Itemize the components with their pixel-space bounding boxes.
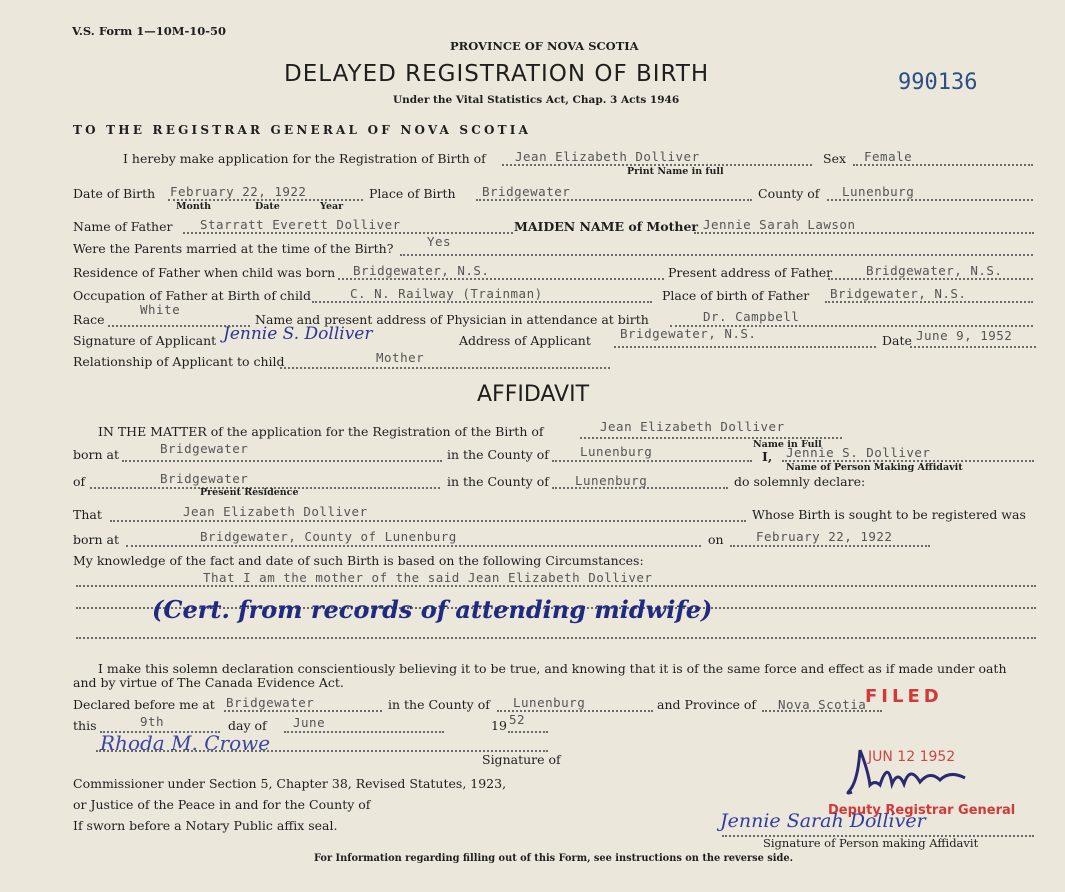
print-name-hint: Print Name in full <box>627 166 724 177</box>
county2-value: Lunenburg <box>575 473 648 488</box>
of-place-value: Bridgewater <box>160 471 249 486</box>
on-label: on <box>708 532 724 547</box>
married-value: Yes <box>427 234 452 249</box>
father-birthplace-label: Place of birth of Father <box>662 288 810 303</box>
province-value: Nova Scotia <box>778 697 867 712</box>
father-label: Name of Father <box>73 219 173 234</box>
county-value: Lunenburg <box>842 184 915 199</box>
circumstance-typed: That I am the mother of the said Jean Elizabeth Dolliver <box>203 570 653 585</box>
race-label: Race <box>73 312 105 327</box>
county-of-label-1: in the County of <box>447 447 549 462</box>
place-label: Place of Birth <box>369 186 456 201</box>
form-number: V.S. Form 1—10M-10-50 <box>72 24 227 38</box>
county-of-label-2: in the County of <box>447 474 549 489</box>
father-value: Starratt Everett Dolliver <box>200 217 401 232</box>
name-in-full-hint: Name in Full <box>753 439 822 450</box>
month-hint: Month <box>176 201 212 212</box>
registration-number: 990136 <box>898 70 978 95</box>
county-label: County of <box>758 186 820 201</box>
dob-value: February 22, 1922 <box>170 184 307 199</box>
stamp-date: JUN 12 1952 <box>868 749 956 765</box>
commissioner-line-1: Commissioner under Section 5, Chapter 38, Revised Statutes, 1923, <box>73 776 507 791</box>
declared-label: Declared before me at <box>73 697 215 712</box>
born-at-label: born at <box>73 447 120 462</box>
mother-label: MAIDEN NAME of Mother <box>514 219 699 234</box>
born-at2-label: born at <box>73 532 120 547</box>
matter-label: IN THE MATTER of the application for the Registration of the Birth of <box>98 424 544 439</box>
sex-value: Female <box>864 149 913 164</box>
matter-name-value: Jean Elizabeth Dolliver <box>600 419 785 434</box>
dob-label: Date of Birth <box>73 186 156 201</box>
of-label: of <box>73 474 86 489</box>
document-subtitle: Under the Vital Statistics Act, Chap. 3 Acts 1946 <box>393 94 680 106</box>
day-of-label: day of <box>228 718 267 733</box>
occupation-label: Occupation of Father at Birth of child <box>73 288 311 303</box>
affiant-hint: Name of Person Making Affidavit <box>786 462 963 473</box>
date-hint: Date <box>255 201 280 212</box>
year-prefix: 19 <box>491 718 507 733</box>
commissioner-line-2: or Justice of the Peace in and for the County of <box>73 797 371 812</box>
filed-stamp: FILED <box>865 686 943 707</box>
year-suffix: 52 <box>509 712 526 727</box>
day-value: 9th <box>140 714 165 729</box>
application-date-label: Date <box>882 333 912 348</box>
relationship-label: Relationship of Applicant to child <box>73 354 285 369</box>
affidavit-heading: AFFIDAVIT <box>477 382 590 407</box>
this-label: this <box>73 718 97 733</box>
declare-label: do solemnly declare: <box>734 474 866 489</box>
father-birthplace-value: Bridgewater, N.S. <box>830 286 967 301</box>
solemn-line-1: I make this solemn declaration conscientiously believing it to be true, and knowing that it is of the same force and effect as if made under oath <box>98 661 1007 676</box>
sex-label: Sex <box>823 151 847 166</box>
on-date-value: February 22, 1922 <box>756 529 893 544</box>
knowledge-label: My knowledge of the fact and date of such Birth is based on the following Circumstances: <box>73 553 644 568</box>
registrar-signature-mark <box>840 740 980 810</box>
intro-label: I hereby make application for the Registration of Birth of <box>123 151 486 166</box>
deputy-registrar-stamp: Deputy Registrar General <box>828 803 1016 818</box>
whose-birth-label: Whose Birth is sought to be registered was <box>752 507 1026 522</box>
place-value: Bridgewater <box>482 184 571 199</box>
year-hint: Year <box>320 201 344 212</box>
born-at-value: Bridgewater <box>160 441 249 456</box>
province-label: and Province of <box>657 697 757 712</box>
physician-value: Dr. Campbell <box>703 309 800 324</box>
applicant-signature-label: Signature of Applicant <box>73 333 217 348</box>
residence-label: Residence of Father when child was born <box>73 265 336 280</box>
applicant-signature: Jennie S. Dolliver <box>223 324 373 344</box>
registrar-address: TO THE REGISTRAR GENERAL OF NOVA SCOTIA <box>73 123 532 137</box>
province-heading: PROVINCE OF NOVA SCOTIA <box>450 39 639 53</box>
footer-note: For Information regarding filling out of this Form, see instructions on the reverse side. <box>314 853 793 864</box>
residence-value: Bridgewater, N.S. <box>353 263 490 278</box>
relationship-value: Mother <box>376 350 425 365</box>
that-label: That <box>73 507 102 522</box>
signature-of-label: Signature of <box>482 752 561 767</box>
i-label: I, <box>762 449 773 464</box>
present-address-value: Bridgewater, N.S. <box>866 263 1003 278</box>
present-address-label: Present address of Father <box>668 265 833 280</box>
physician-label: Name and present address of Physician in attendance at birth <box>255 312 649 327</box>
month-value: June <box>293 715 326 730</box>
race-value: White <box>140 302 181 317</box>
born-at2-value: Bridgewater, County of Lunenburg <box>200 529 457 544</box>
commissioner-line-3: If sworn before a Notary Public affix seal. <box>73 818 338 833</box>
occupation-value: C. N. Railway (Trainman) <box>350 286 543 301</box>
married-label: Were the Parents married at the time of the Birth? <box>73 241 394 256</box>
application-date-value: June 9, 1952 <box>916 328 1013 343</box>
affidavit-county-value: Lunenburg <box>580 444 653 459</box>
declared-at-value: Bridgewater <box>226 695 315 710</box>
county3-label: in the County of <box>388 697 490 712</box>
solemn-line-2: and by virtue of The Canada Evidence Act. <box>73 675 344 690</box>
that-name-value: Jean Elizabeth Dolliver <box>183 504 368 519</box>
present-residence-hint: Present Residence <box>200 487 299 498</box>
mother-value: Jennie Sarah Lawson <box>703 217 856 232</box>
circumstance-handwritten: (Cert. from records of attending midwife) <box>152 595 713 624</box>
affiant-signature: Jennie Sarah Dolliver <box>720 810 926 832</box>
document-title: DELAYED REGISTRATION OF BIRTH <box>284 61 710 87</box>
county3-value: Lunenburg <box>513 695 586 710</box>
affiant-name-value: Jennie S. Dolliver <box>786 445 931 460</box>
applicant-address-value: Bridgewater, N.S. <box>620 326 757 341</box>
affiant-signature-label: Signature of Person making Affidavit <box>763 836 979 850</box>
applicant-address-label: Address of Applicant <box>459 333 591 348</box>
commissioner-signature: Rhoda M. Crowe <box>100 731 271 755</box>
child-name-value: Jean Elizabeth Dolliver <box>515 149 700 164</box>
